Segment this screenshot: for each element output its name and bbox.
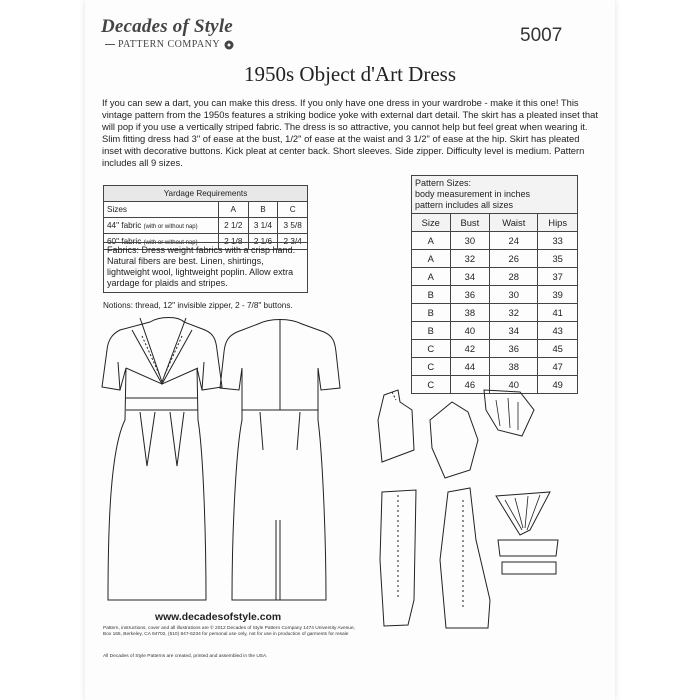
table-cell: 42 <box>450 340 490 358</box>
table-cell: B <box>412 286 451 304</box>
table-cell: B <box>412 322 451 340</box>
page-title: 1950s Object d'Art Dress <box>244 62 456 86</box>
description-paragraph: Slim fitting dress had 3" of ease at the bust, 1/2" of ease at the waist and 3 1/2" of ease at the hip. Skirt has pleated inset with decorative buttons. Kick pleat at center back. Short sleeves. Side zipper. Difficulty level is medium. Pattern includes all 9 sizes. <box>102 133 585 168</box>
table-cell: 45 <box>538 340 578 358</box>
table-cell: 26 <box>490 250 538 268</box>
table-cell: 28 <box>490 268 538 286</box>
website-url[interactable]: www.decadesofstyle.com <box>155 612 282 623</box>
copyright-text: Pattern, instructions, cover and all illustrations are © 2012 Decades of Style Pattern Company 1474 University Avenue, Box 165, Berkeley, CA 94702, (510) 847-6234 for personal use only, not for use in production of garments for resale <box>103 626 355 637</box>
table-cell: 32 <box>490 304 538 322</box>
table-header-cell: Size <box>412 214 451 232</box>
table-cell: 32 <box>450 250 490 268</box>
pattern-sizes-title-line: body measurement in inches <box>415 189 531 199</box>
table-header-cell: C <box>278 202 308 218</box>
table-cell: 3 1/4 <box>248 218 278 234</box>
table-cell: 36 <box>450 286 490 304</box>
table-cell: 2 1/8 <box>218 234 248 250</box>
table-cell: B <box>412 304 451 322</box>
table-header-cell: Sizes <box>104 202 219 218</box>
table-cell: 34 <box>450 268 490 286</box>
table-cell: 2 1/2 <box>218 218 248 234</box>
pattern-number: 5007 <box>520 25 563 46</box>
brand-name: Decades of Style <box>101 16 233 37</box>
table-header-cell: Hips <box>538 214 578 232</box>
table-cell: 43 <box>538 322 578 340</box>
table-cell: 38 <box>490 358 538 376</box>
table-cell: 47 <box>538 358 578 376</box>
table-cell: C <box>412 358 451 376</box>
nap-note: (with or without nap) <box>143 240 198 246</box>
fabric-width: 60" fabric <box>107 237 142 246</box>
pattern-sizes-title-line: Pattern Sizes: <box>415 178 472 188</box>
description-paragraph: If you can sew a dart, you can make this dress. If you only have one dress in your wardrobe - make it this one! This vintage pattern from the 1950s features a striking bodice yoke with external dart detail. The skirt has a pleated inset that will pop if you use a vertically striped fabric. The dress is so attractive, you cannot help but feel great when wearing it. <box>102 97 598 132</box>
table-cell: 35 <box>538 250 578 268</box>
table-cell: 30 <box>450 232 490 250</box>
table-cell: 44 <box>450 358 490 376</box>
table-cell: 33 <box>538 232 578 250</box>
table-cell: A <box>412 268 451 286</box>
table-cell: 40 <box>490 376 538 394</box>
made-in-usa-text: All Decades of Style Patterns are created, printed and assembled in the USA. <box>103 654 268 659</box>
dress-front-illustration <box>102 318 222 601</box>
table-cell: 2 3/4 <box>278 234 308 250</box>
table-cell: 40 <box>450 322 490 340</box>
table-cell: 34 <box>490 322 538 340</box>
notions-text: Notions: thread, 12" invisible zipper, 2 - 7/8" buttons. <box>103 301 293 310</box>
table-cell: 36 <box>490 340 538 358</box>
table-cell: 49 <box>538 376 578 394</box>
table-cell: 39 <box>538 286 578 304</box>
table-cell: C <box>412 340 451 358</box>
table-cell: 41 <box>538 304 578 322</box>
fabric-width: 44" fabric <box>107 221 142 230</box>
pattern-sizes-title-line: pattern includes all sizes <box>415 200 514 210</box>
nap-note: (with or without nap) <box>143 224 198 230</box>
table-cell: 46 <box>450 376 490 394</box>
table-header-cell: B <box>248 202 278 218</box>
table-cell: 37 <box>538 268 578 286</box>
pattern-pieces-illustration <box>378 390 558 628</box>
table-header-cell: Bust <box>450 214 490 232</box>
table-header-cell: Waist <box>490 214 538 232</box>
table-cell: A <box>412 232 451 250</box>
table-cell: 3 5/8 <box>278 218 308 234</box>
table-cell: C <box>412 376 451 394</box>
table-cell: 24 <box>490 232 538 250</box>
table-cell: 38 <box>450 304 490 322</box>
dress-back-illustration <box>220 320 340 601</box>
table-header-cell: A <box>218 202 248 218</box>
table-cell: A <box>412 250 451 268</box>
brand-sub-text: PATTERN COMPANY <box>118 39 221 50</box>
table-cell: 30 <box>490 286 538 304</box>
fabrics-box: Fabrics: Dress weight fabrics with a crisp hand. Natural fibers are best. Linen, shirtings, lightweight wool, lightweight poplin. Allow extra yardage for plaids and stripes. <box>103 242 308 293</box>
table-cell: 2 1/6 <box>248 234 278 250</box>
yardage-title: Yardage Requirements <box>104 186 308 202</box>
